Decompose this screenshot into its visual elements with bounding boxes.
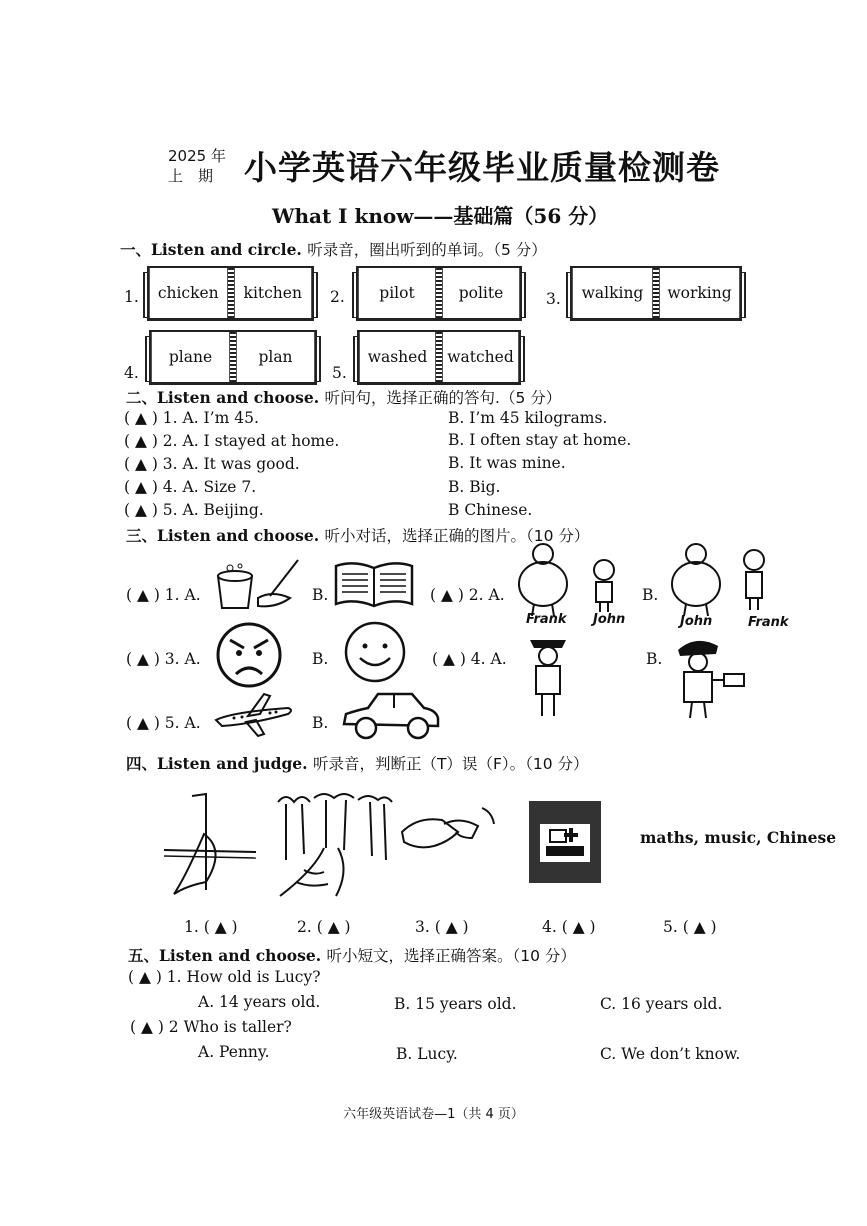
word-option[interactable]: kitchen [234, 268, 313, 318]
school-subjects-text: maths, music, Chinese [640, 828, 837, 847]
answer-option-c: C. We don’t know. [600, 1045, 741, 1063]
angry-face-icon [214, 620, 284, 690]
word-book [357, 330, 521, 385]
smiley-face-icon [340, 620, 410, 684]
police-officer-icon [518, 628, 578, 720]
section1-heading-cn: 听录音，圈出听到的单词。（5 分） [307, 241, 547, 259]
option-b-label: B. [312, 586, 329, 604]
page-subtitle: What I know——基础篇（56 分） [272, 204, 609, 228]
figure-name: Frank [748, 615, 789, 630]
option-b-label: B. [312, 714, 329, 732]
hospital-sign-icon [528, 800, 602, 884]
question-label: ( ▲ ) 5. A. [126, 714, 201, 732]
word-option[interactable]: working [659, 268, 740, 318]
section5-heading-cn: 听小短文，选择正确答案。（10 分） [326, 947, 576, 965]
word-option[interactable]: plan [236, 332, 315, 382]
question-option-a: ( ▲ ) 1. A. I’m 45. [124, 409, 259, 427]
boys-figure-icon [666, 540, 781, 618]
option-b-label: B. [646, 650, 663, 668]
question-option-a: ( ▲ ) 3. A. It was good. [124, 455, 300, 473]
question-option-b: B. I often stay at home. [448, 431, 632, 449]
section2-heading [126, 386, 561, 408]
section5-heading [128, 944, 576, 966]
term-text: 上 期 [168, 167, 214, 185]
answer-option-b: B. 15 years old. [394, 995, 517, 1013]
figure-name: Frank [526, 612, 567, 627]
item-number: 4. [124, 364, 139, 382]
judge-mark-2: 2. ( ▲ ) [297, 918, 351, 936]
section2-heading-en: 二、Listen and choose. [126, 388, 320, 407]
section5-heading-en: 五、Listen and choose. [128, 946, 322, 965]
section4-heading-en: 四、Listen and judge. [126, 754, 308, 773]
question-label: ( ▲ ) 4. A. [432, 650, 507, 668]
page-title: 小学英语六年级毕业质量检测卷 [244, 148, 720, 187]
figure-name: John [680, 614, 713, 629]
cleaning-bucket-icon [212, 556, 302, 612]
question-stem: ( ▲ ) 2 Who is taller? [130, 1018, 292, 1036]
section3-heading-en: 三、Listen and choose. [126, 526, 320, 545]
judge-mark-3: 3. ( ▲ ) [415, 918, 469, 936]
section1-heading [120, 238, 547, 260]
question-option-a: ( ▲ ) 5. A. Beijing. [124, 501, 264, 519]
item-number: 1. [124, 288, 139, 306]
answer-option-b: B. Lucy. [396, 1045, 458, 1063]
word-option[interactable]: washed [359, 332, 436, 382]
handshake-icon [398, 802, 498, 872]
section2-heading-cn: 听问句，选择正确的答句.（5 分） [324, 389, 562, 407]
question-option-a: ( ▲ ) 2. A. I stayed at home. [124, 432, 340, 450]
item-number: 2. [330, 288, 345, 306]
section1-heading-en: 一、Listen and circle. [120, 240, 302, 259]
option-b-label: B. [642, 586, 659, 604]
exam-year [168, 146, 226, 186]
section4-heading [126, 752, 589, 774]
question-stem: ( ▲ ) 1. How old is Lucy? [128, 968, 321, 986]
boys-figure-icon [516, 540, 631, 618]
word-book [356, 266, 522, 321]
airplane-icon [212, 690, 296, 740]
word-option[interactable]: watched [442, 332, 519, 382]
word-option[interactable]: chicken [149, 268, 228, 318]
judge-mark-5: 5. ( ▲ ) [663, 918, 717, 936]
item-number: 5. [332, 364, 347, 382]
item-number: 3. [546, 290, 561, 308]
question-label: ( ▲ ) 3. A. [126, 650, 201, 668]
fishing-icon [162, 790, 258, 898]
judge-mark-1: 1. ( ▲ ) [184, 918, 238, 936]
year-text: 2025 年 [168, 147, 226, 165]
question-option-b: B Chinese. [448, 501, 533, 519]
question-label: ( ▲ ) 1. A. [126, 586, 201, 604]
forest-river-icon [274, 790, 394, 900]
car-icon [338, 686, 444, 742]
question-option-b: B. Big. [448, 478, 501, 496]
page-footer: 六年级英语试卷—1（共 4 页） [343, 1107, 524, 1122]
word-book [570, 266, 742, 321]
word-option[interactable]: plane [151, 332, 230, 382]
option-b-label: B. [312, 650, 329, 668]
open-book-icon [332, 558, 416, 610]
word-book [147, 266, 314, 321]
section4-heading-cn: 听录音，判断正（T）误（F）。（10 分） [312, 755, 589, 773]
word-option[interactable]: walking [572, 268, 653, 318]
question-option-b: B. It was mine. [448, 454, 566, 472]
section3-heading-cn: 听小对话，选择正确的图片。（10 分） [324, 527, 590, 545]
figure-name: John [593, 612, 626, 627]
question-label: ( ▲ ) 2. A. [430, 586, 505, 604]
postman-icon [672, 630, 752, 720]
answer-option-a: A. Penny. [198, 1043, 270, 1061]
question-option-b: B. I’m 45 kilograms. [448, 409, 608, 427]
word-option[interactable]: polite [442, 268, 520, 318]
word-option[interactable]: pilot [358, 268, 436, 318]
word-book [149, 330, 317, 385]
judge-mark-4: 4. ( ▲ ) [542, 918, 596, 936]
question-option-a: ( ▲ ) 4. A. Size 7. [124, 478, 257, 496]
answer-option-c: C. 16 years old. [600, 995, 723, 1013]
answer-option-a: A. 14 years old. [198, 993, 321, 1011]
